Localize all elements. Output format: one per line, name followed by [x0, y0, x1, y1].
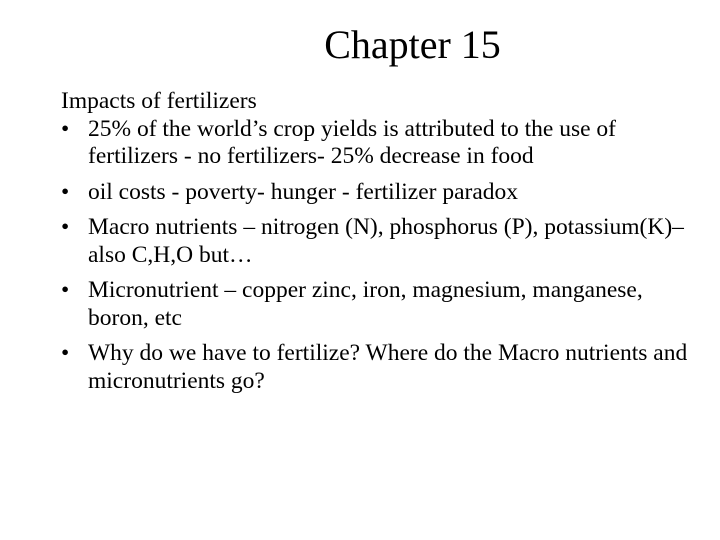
bullet-item	[61, 340, 701, 395]
bullet-icon: •	[61, 214, 70, 240]
bullet-icon: •	[61, 340, 70, 366]
bullet-item	[61, 214, 701, 269]
bullet-icon: •	[61, 178, 70, 205]
section-heading: Impacts of fertilizers	[61, 88, 257, 114]
bullet-list-2	[61, 214, 701, 395]
bullet-icon: •	[61, 115, 70, 142]
bullet-text: 25% of the world’s crop yields is attributed to the use of fertilizers - no fertilizers- 25% decrease in food	[88, 115, 616, 169]
bullet-icon: •	[61, 277, 70, 303]
bullet-text: Micronutrient – copper zinc, iron, magnesium, manganese, boron, etc	[88, 277, 643, 331]
bullet-text: oil costs - poverty- hunger - fertilizer paradox	[88, 178, 519, 205]
bullet-item	[61, 179, 701, 207]
bullet-text: Why do we have to fertilize? Where do the Macro nutrients and micronutrients go?	[88, 340, 688, 394]
bullet-text: Macro nutrients – nitrogen (N), phosphorus (P), potassium(K)– also C,H,O but…	[88, 214, 684, 268]
bullet-list-1	[61, 116, 701, 207]
bullet-item	[61, 277, 701, 332]
bullet-item	[61, 116, 701, 171]
slide-title: Chapter 15	[324, 22, 501, 67]
slide-body	[61, 88, 701, 403]
